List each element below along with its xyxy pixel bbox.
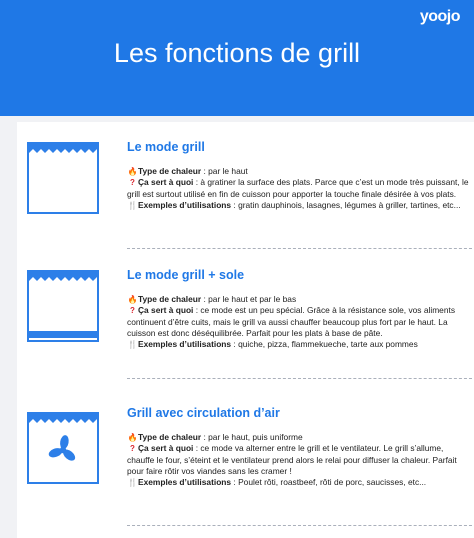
- cutlery-icon: 🍴: [127, 200, 138, 210]
- section-content: [127, 406, 471, 488]
- question-icon: ?: [130, 178, 135, 188]
- grill-top-icon: [27, 142, 99, 214]
- heat-type-line: [127, 166, 471, 177]
- section-divider: [127, 248, 474, 249]
- section-divider: [127, 525, 474, 526]
- heat-type-label: Type de chaleur: [138, 432, 202, 442]
- heat-type-value: : par le haut, puis uniforme: [201, 432, 303, 442]
- usage-line: [127, 443, 471, 477]
- examples-line: [127, 200, 471, 211]
- usage-value: : à gratiner la surface des plats. Parce que c’est un mode très puissant, le grill est surtout utilisé en fin de cuisson pour apporter la touche finale désirée à vos plats.: [127, 177, 469, 199]
- examples-line: [127, 339, 471, 350]
- usage-value: : ce mode est un peu spécial. Grâce à la résistance sole, vos aliments continuent d’être cuits, mais le grill va aussi chauffer beaucoup plus fort par le haut. La cuisson est donc déséquilibrée. Parfait pour les plats à base de pâte.: [127, 305, 456, 338]
- fire-icon: 🔥: [127, 167, 138, 176]
- section-content: [127, 268, 471, 350]
- question-icon: ?: [130, 444, 135, 454]
- heat-type-value: : par le haut: [201, 166, 248, 176]
- examples-value: : gratin dauphinois, lasagnes, légumes à griller, tartines, etc...: [231, 199, 461, 210]
- section-grill-mode: [17, 122, 474, 258]
- section-heading: Le mode grill: [127, 140, 205, 154]
- brand-logo: yoojo: [419, 8, 460, 25]
- grill-top-bottom-icon: [27, 270, 99, 342]
- examples-label: Exemples d’utilisations: [138, 199, 232, 210]
- examples-label: Exemples d’utilisations: [138, 339, 232, 350]
- cutlery-icon: 🍴: [127, 340, 138, 350]
- usage-line: [127, 305, 471, 339]
- section-grill-fan-mode: [17, 388, 474, 538]
- heat-type-line: [127, 294, 471, 305]
- section-divider: [127, 378, 474, 379]
- cutlery-icon: 🍴: [127, 478, 138, 488]
- heat-type-value: : par le haut et par le bas: [201, 294, 297, 304]
- usage-line: [127, 177, 471, 200]
- heat-type-line: [127, 432, 471, 443]
- heat-type-label: Type de chaleur: [138, 166, 202, 176]
- fire-icon: 🔥: [127, 433, 138, 442]
- examples-label: Exemples d’utilisations: [138, 477, 232, 488]
- heat-type-label: Type de chaleur: [138, 294, 202, 304]
- section-heading: Grill avec circulation d’air: [127, 406, 280, 420]
- usage-label: Ça sert à quoi: [138, 305, 194, 316]
- usage-label: Ça sert à quoi: [138, 177, 194, 188]
- examples-value: : quiche, pizza, flammekueche, tarte aux pommes: [231, 339, 418, 350]
- section-heading: Le mode grill + sole: [127, 268, 245, 282]
- header-banner: [0, 0, 474, 116]
- examples-value: : Poulet rôti, roastbeef, rôti de porc, saucisses, etc...: [231, 477, 427, 488]
- section-content: [127, 140, 471, 211]
- question-icon: ?: [130, 306, 135, 316]
- usage-value: : ce mode va alterner entre le grill et le ventilateur. Le grill s’allume, chauffe le four, s’éteint et le ventilateur prend alors le relai pour diffuser la chaleur. Parfait pour faire rôtir vos viandes sans les cramer !: [127, 443, 457, 476]
- page-title: Les fonctions de grill: [113, 38, 361, 68]
- fire-icon: 🔥: [127, 295, 138, 304]
- section-grill-sole-mode: [17, 258, 474, 388]
- examples-line: [127, 477, 471, 488]
- usage-label: Ça sert à quoi: [138, 443, 194, 454]
- grill-fan-icon: [27, 412, 99, 484]
